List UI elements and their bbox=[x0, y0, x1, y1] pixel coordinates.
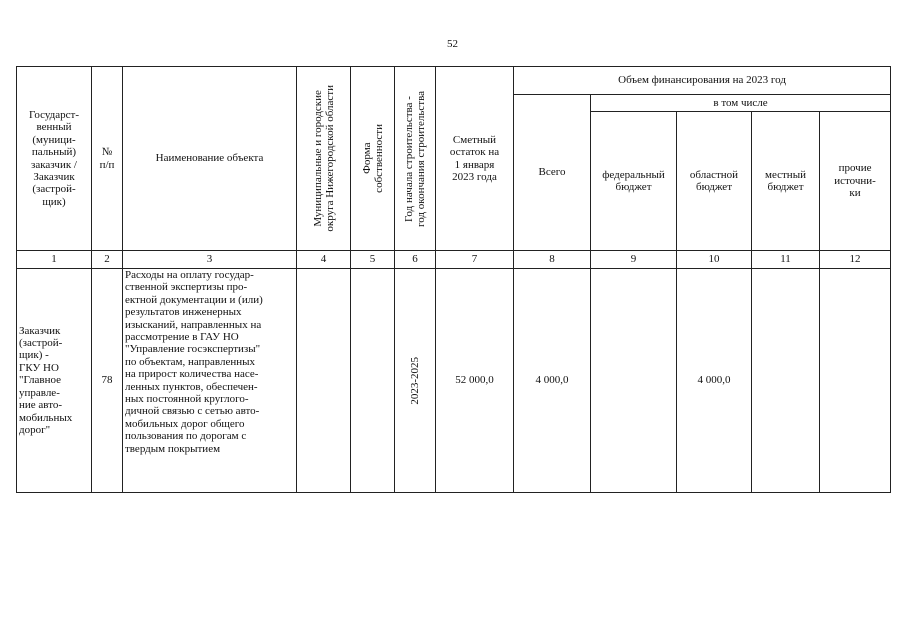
column-number-12: 12 bbox=[820, 251, 891, 269]
cell-regional: 4 000,0 bbox=[677, 269, 752, 493]
header-other: прочие источни- ки bbox=[820, 112, 891, 251]
header-ownership-text: Форма собственности bbox=[360, 124, 385, 193]
header-total: Всего bbox=[514, 95, 591, 251]
column-number-1: 1 bbox=[17, 251, 92, 269]
column-number-2: 2 bbox=[92, 251, 123, 269]
header-object-name: Наименование объекта bbox=[123, 67, 297, 251]
cell-estimate-balance: 52 000,0 bbox=[436, 269, 514, 493]
cell-other bbox=[820, 269, 891, 493]
cell-object-name: Расходы на оплату государ- ственной экспертизы про- ектной документации и (или) результатов инженерных изысканий, направленных на рассмотрение в ГАУ НО "Управление госэкспертизы" по объектам, направленных на прирост количества насе- ленных пунктов, обеспечен- ных постоянной круглого- дичной связью с сетью авто- мобильных дорог общего пользования по дорогам с твердым покрытием bbox=[123, 269, 297, 493]
cell-federal bbox=[591, 269, 677, 493]
column-number-8: 8 bbox=[514, 251, 591, 269]
header-customer: Государст- венный (муници- пальный) заказчик / Заказчик (застрой- щик) bbox=[17, 67, 92, 251]
cell-ownership bbox=[351, 269, 395, 493]
header-estimate-balance: Сметный остаток на 1 января 2023 года bbox=[436, 67, 514, 251]
header-ownership bbox=[351, 67, 395, 251]
cell-total: 4 000,0 bbox=[514, 269, 591, 493]
column-number-6: 6 bbox=[395, 251, 436, 269]
header-years bbox=[395, 67, 436, 251]
header-regional: областной бюджет bbox=[677, 112, 752, 251]
column-number-7: 7 bbox=[436, 251, 514, 269]
column-number-11: 11 bbox=[752, 251, 820, 269]
header-municipality-text: Муниципальные и городские округа Нижегородской области bbox=[311, 85, 336, 232]
page-number: 52 bbox=[447, 38, 458, 50]
header-local: местный бюджет bbox=[752, 112, 820, 251]
cell-municipality bbox=[297, 269, 351, 493]
header-including: в том числе bbox=[591, 95, 891, 112]
cell-number: 78 bbox=[92, 269, 123, 493]
column-number-3: 3 bbox=[123, 251, 297, 269]
header-municipality bbox=[297, 67, 351, 251]
table-row bbox=[17, 269, 891, 493]
column-number-4: 4 bbox=[297, 251, 351, 269]
cell-years-text: 2023-2025 bbox=[409, 356, 421, 405]
column-number-5: 5 bbox=[351, 251, 395, 269]
cell-years bbox=[395, 269, 436, 493]
financing-table bbox=[16, 66, 891, 493]
column-number-10: 10 bbox=[677, 251, 752, 269]
cell-local bbox=[752, 269, 820, 493]
header-years-text: Год начала строительства - год окончания строительства bbox=[403, 90, 427, 227]
header-federal: федеральный бюджет bbox=[591, 112, 677, 251]
column-number-9: 9 bbox=[591, 251, 677, 269]
header-number: № п/п bbox=[92, 67, 123, 251]
cell-customer: Заказчик (застрой- щик) - ГКУ НО "Главное управле- ние авто- мобильных дорог" bbox=[17, 269, 92, 493]
header-funding-group: Объем финансирования на 2023 год bbox=[514, 67, 891, 95]
